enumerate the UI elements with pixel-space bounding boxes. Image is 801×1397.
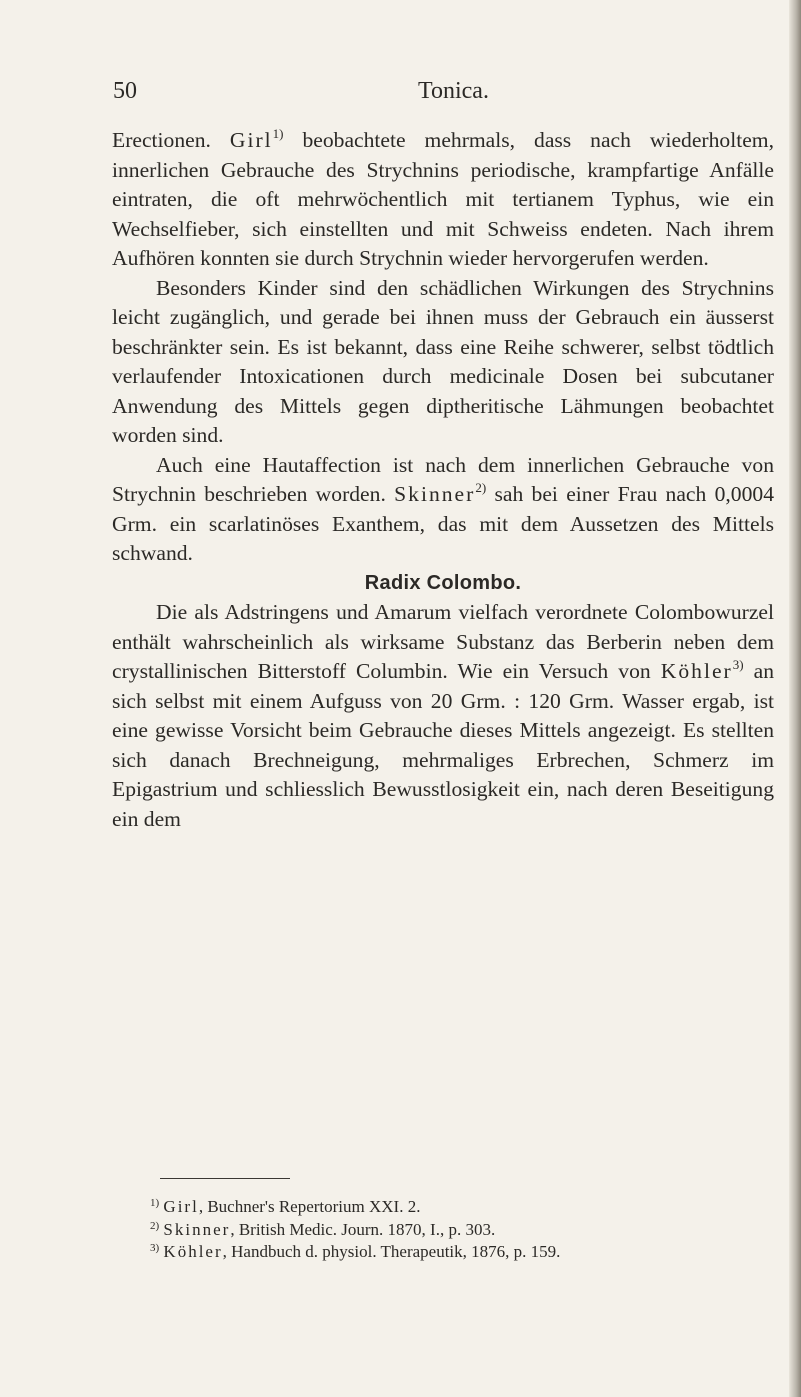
paragraph-2: Besonders Kinder sind den schädlichen Wirkungen des Strychnins leicht zugänglich, und gerade bei ihnen muss der Gebrauch ein äusserst beschränkter sein. Es ist bekannt, dass eine Reihe schwerer, selbst tödtlich verlaufender Intoxicationen durch medicinale Dosen bei subcutaner Anwendung des Mittels gegen diptheritische Lähmungen beobachtet worden sind. xyxy=(112,275,774,447)
paragraph-1-text-b: beobachtete mehrmals, dass nach wiederholtem, innerlichen Gebrauche des Strychnins periodische, krampfartige Anfälle eintraten, die oft mehrwöchentlich mit tertianem Typhus, wie ein Wechselfieber, sich einstellten und mit Schweiss endeten. Nach ihrem Aufhören konnten sie durch Strychnin wieder hervorgerufen werden. xyxy=(112,128,774,270)
paragraph-3-text-a: Auch eine Hautaffection ist nach dem innerlichen Gebrauche von Strychnin beschrieben worden. xyxy=(112,452,774,506)
footnote-ref-1: 1) xyxy=(272,126,284,141)
footnote-author: Köhler xyxy=(163,1242,223,1261)
footnote-rule xyxy=(160,1178,290,1179)
footnote-3 xyxy=(150,1241,774,1264)
footnote-ref-2: 2) xyxy=(475,480,487,495)
author-skinner: Skinner xyxy=(394,482,476,506)
section-heading: Radix Colombo. xyxy=(364,571,522,594)
paragraph-1 xyxy=(112,126,774,274)
footnote-author: Girl xyxy=(163,1197,199,1216)
paragraph-3 xyxy=(112,451,774,569)
footnote-mark: 3) xyxy=(150,1242,160,1254)
body-text xyxy=(112,126,774,834)
running-title: Tonica. xyxy=(418,78,489,104)
paragraph-4-text-a: Die als Adstringens und Amarum vielfach verordnete Colombowurzel enthält wahrscheinlich als wirksame Substanz das Berberin neben dem crystallinischen Bitterstoff Columbin. Wie ein Versuch von xyxy=(112,600,774,683)
page-number: 50 xyxy=(113,78,137,104)
footnote-text: , Handbuch d. physiol. Therapeutik, 1876, p. 159. xyxy=(222,1242,561,1261)
paragraph-4-text-b: an sich selbst mit einem Aufguss von 20 Grm. : 120 Grm. Wasser ergab, ist eine gewisse Vorsicht beim Gebrauche dieses Mittels angezeigt. Es stellten sich danach Brechneigung, mehrmaliges Erbrechen, Schmerz im Epigastrium und schliesslich Bewusstlosigkeit ein, nach deren Beseitigung ein dem xyxy=(112,659,775,831)
footnote-text: , Buchner's Repertorium XXI. 2. xyxy=(198,1197,421,1216)
author-koehler: Köhler xyxy=(660,659,733,683)
footnote-author: Skinner xyxy=(163,1219,231,1239)
footnotes xyxy=(150,1196,774,1264)
page-edge xyxy=(789,0,801,1397)
author-girl: Girl xyxy=(229,128,273,152)
footnote-1 xyxy=(150,1196,774,1219)
paragraph-4 xyxy=(112,598,774,834)
paragraph-3-text-b: sah bei einer Frau nach 0,0004 Grm. ein scarlatinöses Exanthem, das mit dem Aussetzen des Mittels schwand. xyxy=(112,482,774,565)
footnote-text: , British Medic. Journ. 1870, I., p. 303. xyxy=(230,1219,496,1239)
paragraph-1-text-a: Erectionen. xyxy=(112,128,230,152)
footnote-ref-3: 3) xyxy=(732,657,744,672)
page-header xyxy=(113,78,773,108)
footnote-mark: 1) xyxy=(150,1197,160,1209)
footnote-2 xyxy=(150,1219,774,1242)
footnote-mark: 2) xyxy=(150,1219,160,1232)
